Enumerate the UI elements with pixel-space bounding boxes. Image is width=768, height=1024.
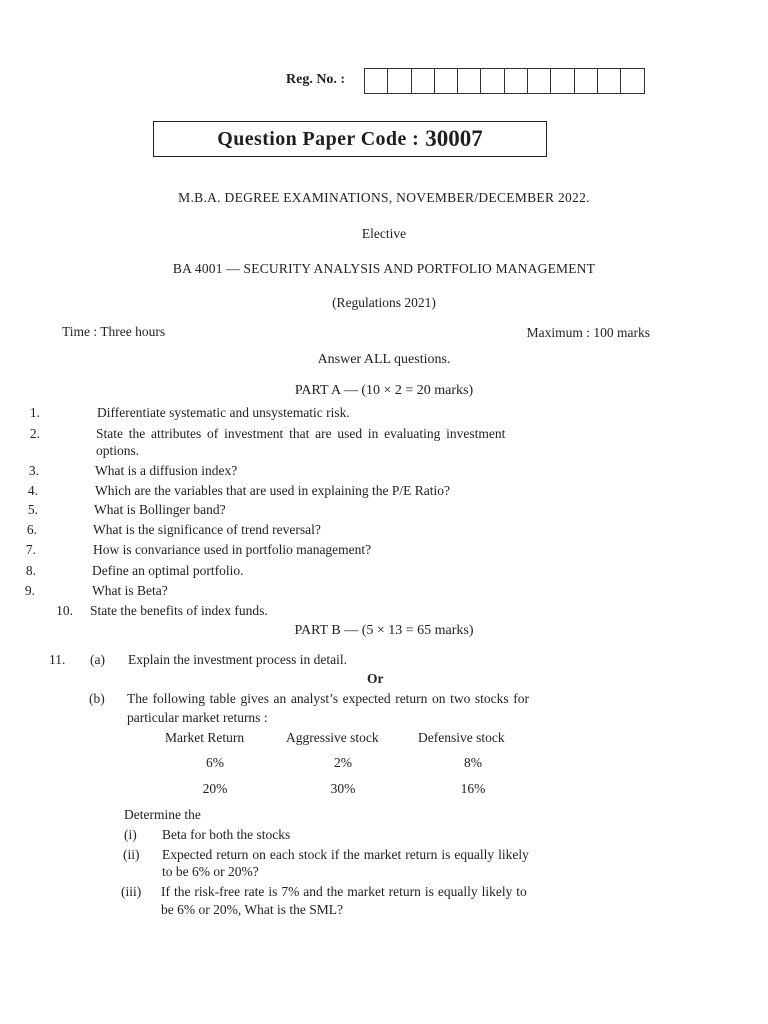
question-text: What is Bollinger band? bbox=[94, 502, 226, 517]
question-text-continued: particular market returns : bbox=[127, 710, 268, 725]
question-number: 10. bbox=[56, 603, 73, 618]
question-text: Explain the investment process in detail. bbox=[128, 652, 347, 667]
question-text: What is the significance of trend reversal? bbox=[93, 522, 321, 537]
reg-no-box bbox=[597, 68, 621, 94]
question-text: The following table gives an analyst’s expected return on two stocks for bbox=[127, 691, 529, 706]
reg-no-box bbox=[457, 68, 481, 94]
determine-label: Determine the bbox=[124, 807, 201, 822]
sub-part-text-continued: to be 6% or 20%? bbox=[162, 864, 259, 879]
part-b-title: PART B — (5 × 13 = 65 marks) bbox=[294, 623, 474, 638]
time-allowed: Time : Three hours bbox=[62, 324, 166, 339]
regulations: (Regulations 2021) bbox=[332, 295, 436, 310]
table-header: Defensive stock bbox=[418, 730, 505, 745]
question-number: 6. bbox=[26, 522, 37, 537]
reg-no-box bbox=[411, 68, 435, 94]
reg-no-label: Reg. No. : bbox=[286, 72, 346, 87]
sub-part-label: (ii) bbox=[123, 847, 140, 862]
reg-no-box bbox=[480, 68, 504, 94]
reg-no-box bbox=[504, 68, 528, 94]
table-cell: 8% bbox=[464, 755, 482, 770]
elective-label: Elective bbox=[361, 226, 407, 241]
table-header: Market Return bbox=[165, 730, 245, 745]
sub-part-text-continued: be 6% or 20%, What is the SML? bbox=[161, 902, 343, 917]
question-number: 11. bbox=[49, 652, 66, 667]
question-number: 9. bbox=[24, 583, 35, 598]
question-text: What is Beta? bbox=[92, 583, 168, 598]
sub-part-label: (i) bbox=[124, 827, 137, 842]
maximum-marks: Maximum : 100 marks bbox=[526, 325, 650, 340]
reg-no-box bbox=[550, 68, 574, 94]
part-a-title: PART A — (10 × 2 = 20 marks) bbox=[294, 383, 474, 398]
reg-no-box bbox=[620, 68, 644, 94]
question-number: 1. bbox=[29, 405, 40, 420]
question-number: 7. bbox=[25, 542, 36, 557]
question-text: Which are the variables that are used in explaining the P/E Ratio? bbox=[95, 483, 451, 498]
question-number: 3. bbox=[28, 463, 39, 478]
question-paper-code-label: Question Paper Code : bbox=[217, 127, 420, 150]
question-number: 8. bbox=[25, 563, 36, 578]
question-text: Define an optimal portfolio. bbox=[92, 563, 244, 578]
table-cell: 30% bbox=[330, 781, 356, 796]
reg-no-box bbox=[434, 68, 458, 94]
or-separator: Or bbox=[367, 671, 384, 686]
sub-question-label: (b) bbox=[89, 691, 105, 706]
reg-no-box bbox=[574, 68, 598, 94]
question-number: 2. bbox=[29, 426, 40, 441]
question-text: What is a diffusion index? bbox=[95, 463, 238, 478]
question-paper-code-box bbox=[153, 121, 547, 157]
table-cell: 6% bbox=[206, 755, 224, 770]
reg-no-box bbox=[364, 68, 388, 94]
sub-part-text: If the risk-free rate is 7% and the market return is equally likely to bbox=[161, 884, 527, 899]
reg-no-box bbox=[527, 68, 551, 94]
reg-no-box bbox=[387, 68, 411, 94]
table-cell: 16% bbox=[460, 781, 486, 796]
sub-part-text: Expected return on each stock if the market return is equally likely bbox=[162, 847, 529, 862]
question-text-continued: options. bbox=[96, 443, 140, 458]
exam-title: M.B.A. DEGREE EXAMINATIONS, NOVEMBER/DECEMBER 2022. bbox=[178, 190, 590, 205]
table-header: Aggressive stock bbox=[286, 730, 379, 745]
reg-no-boxes bbox=[365, 68, 645, 94]
instruction: Answer ALL questions. bbox=[317, 352, 451, 367]
table-cell: 2% bbox=[334, 755, 352, 770]
question-number: 4. bbox=[27, 483, 38, 498]
sub-part-text: Beta for both the stocks bbox=[162, 827, 291, 842]
question-text: How is convariance used in portfolio management? bbox=[93, 542, 372, 557]
question-text: State the attributes of investment that are used in evaluating investment bbox=[96, 426, 506, 441]
question-paper-code: 30007 bbox=[425, 126, 483, 151]
question-text: Differentiate systematic and unsystematic risk. bbox=[97, 405, 350, 420]
question-number: 5. bbox=[27, 502, 38, 517]
sub-question-label: (a) bbox=[90, 652, 105, 667]
sub-part-label: (iii) bbox=[121, 884, 142, 899]
table-cell: 20% bbox=[202, 781, 228, 796]
subject-title: BA 4001 — SECURITY ANALYSIS AND PORTFOLIO MANAGEMENT bbox=[172, 261, 596, 276]
question-text: State the benefits of index funds. bbox=[90, 603, 268, 618]
